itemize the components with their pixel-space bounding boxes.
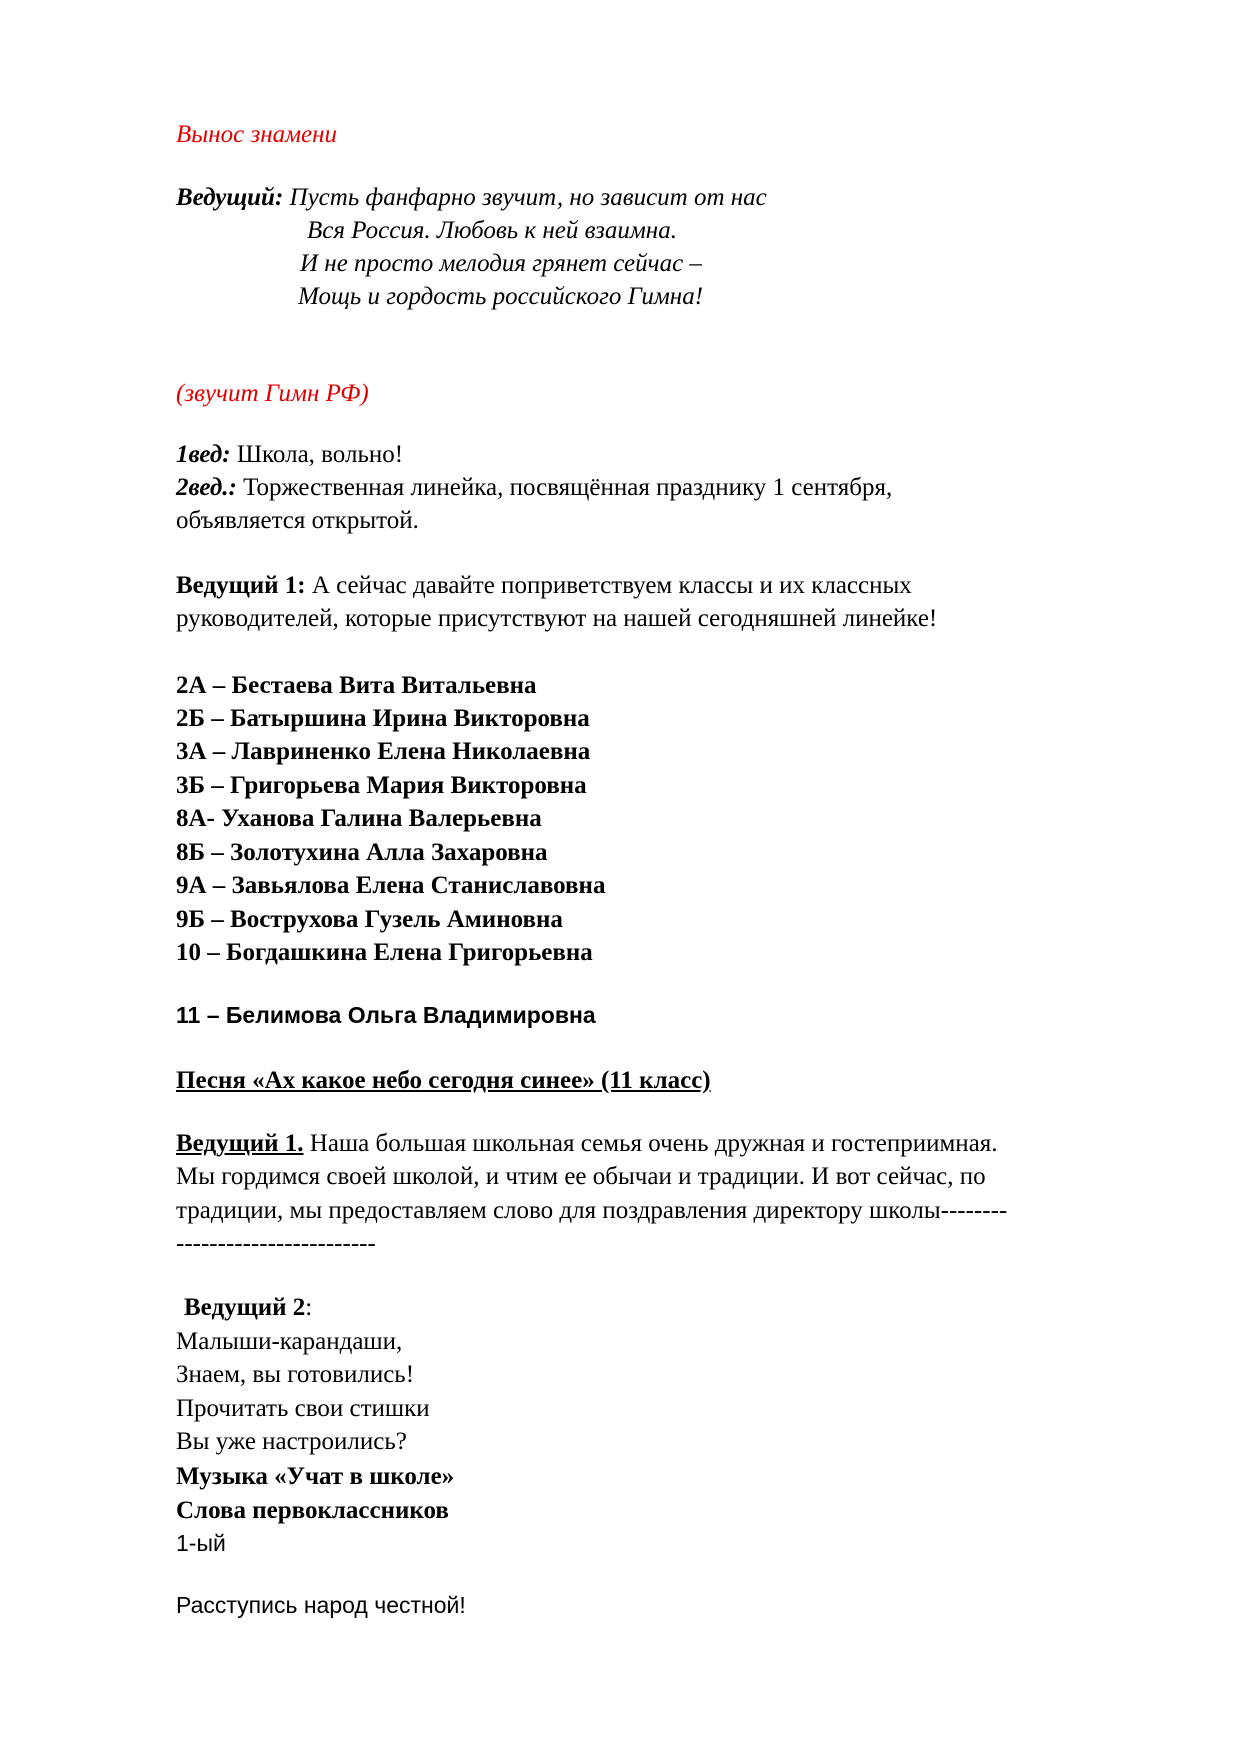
host-intro-speaker: Ведущий:	[176, 184, 284, 211]
first-speaker: 1-ый	[176, 1530, 226, 1556]
poem-line: Прочитать свои стишки	[176, 1395, 430, 1422]
class-item: 8Б – Золотухина Алла Захаровна	[176, 839, 548, 866]
first-graders-title: Слова первоклассников	[176, 1497, 449, 1524]
song-title: Песня «Ах какое небо сегодня синее» (11 класс)	[176, 1067, 711, 1094]
class-item: 8А- Уханова Галина Валерьевна	[176, 805, 542, 832]
greeting-text: А сейчас давайте поприветствуем классы и их классных	[305, 572, 912, 599]
ved1-text: Школа, вольно!	[230, 441, 404, 468]
class-item: 9Б – Вострухова Гузель Аминовна	[176, 906, 563, 933]
ved1-speaker: 1вед:	[176, 441, 231, 468]
class-item: 10 – Богдашкина Елена Григорьевна	[176, 939, 593, 966]
ved2-continuation: объявляется открытой.	[176, 507, 419, 534]
poem-line: Пусть фанфарно звучит, но зависит от нас	[289, 184, 767, 211]
first-line: Расступись народ честной!	[176, 1592, 466, 1618]
class-item: 3Б – Григорьева Мария Викторовна	[176, 772, 587, 799]
class-item: 2Б – Батыршина Ирина Викторовна	[176, 705, 590, 732]
ved2-text: Торжественная линейка, посвящённая празднику 1 сентября,	[236, 474, 893, 501]
anthem-note: (звучит Гимн РФ)	[176, 380, 369, 407]
director-text: Наша большая школьная семья очень дружная и гостеприимная.	[303, 1130, 998, 1157]
host-intro-line-2: Вся Россия. Любовь к ней взаимна.	[307, 217, 677, 244]
class-item-11: 11 – Белимова Ольга Владимировна	[176, 1002, 596, 1028]
host2-speaker: Ведущий 2	[184, 1294, 306, 1321]
ved2-line	[176, 473, 892, 503]
director-line-4: ------------------------	[176, 1230, 376, 1257]
class-item: 2А – Бестаева Вита Витальевна	[176, 672, 537, 699]
ved1-line	[176, 440, 403, 470]
host-intro-line-3: И не просто мелодия грянет сейчас –	[300, 250, 702, 277]
ved2-speaker: 2вед.:	[176, 474, 237, 501]
greeting-continuation: руководителей, которые присутствуют на нашей сегодняшней линейке!	[176, 605, 938, 632]
poem-line: Знаем, вы готовились!	[176, 1361, 415, 1388]
director-line-2: Мы гордимся своей школой, и чтим ее обычаи и традиции. И вот сейчас, по	[176, 1163, 986, 1190]
class-item: 9А – Завьялова Елена Станиславовна	[176, 872, 606, 899]
flag-title: Вынос знамени	[176, 121, 338, 148]
poem-line: Вы уже настроились?	[176, 1428, 407, 1455]
music-title: Музыка «Учат в школе»	[176, 1463, 455, 1490]
class-item: 3А – Лавриненко Елена Николаевна	[176, 738, 591, 765]
host-intro-line-1	[176, 183, 767, 213]
greeting-line	[176, 571, 912, 601]
host2-heading	[184, 1293, 312, 1323]
director-line-1	[176, 1129, 998, 1159]
poem-line: Малыши-карандаши,	[176, 1328, 403, 1355]
director-line-3: традиции, мы предоставляем слово для поздравления директору школы--------	[176, 1197, 1008, 1224]
host-intro-line-4: Мощь и гордость российского Гимна!	[298, 283, 704, 310]
director-speaker: Ведущий 1.	[176, 1130, 304, 1157]
host2-colon: :	[305, 1294, 313, 1321]
greeting-speaker: Ведущий 1:	[176, 572, 306, 599]
